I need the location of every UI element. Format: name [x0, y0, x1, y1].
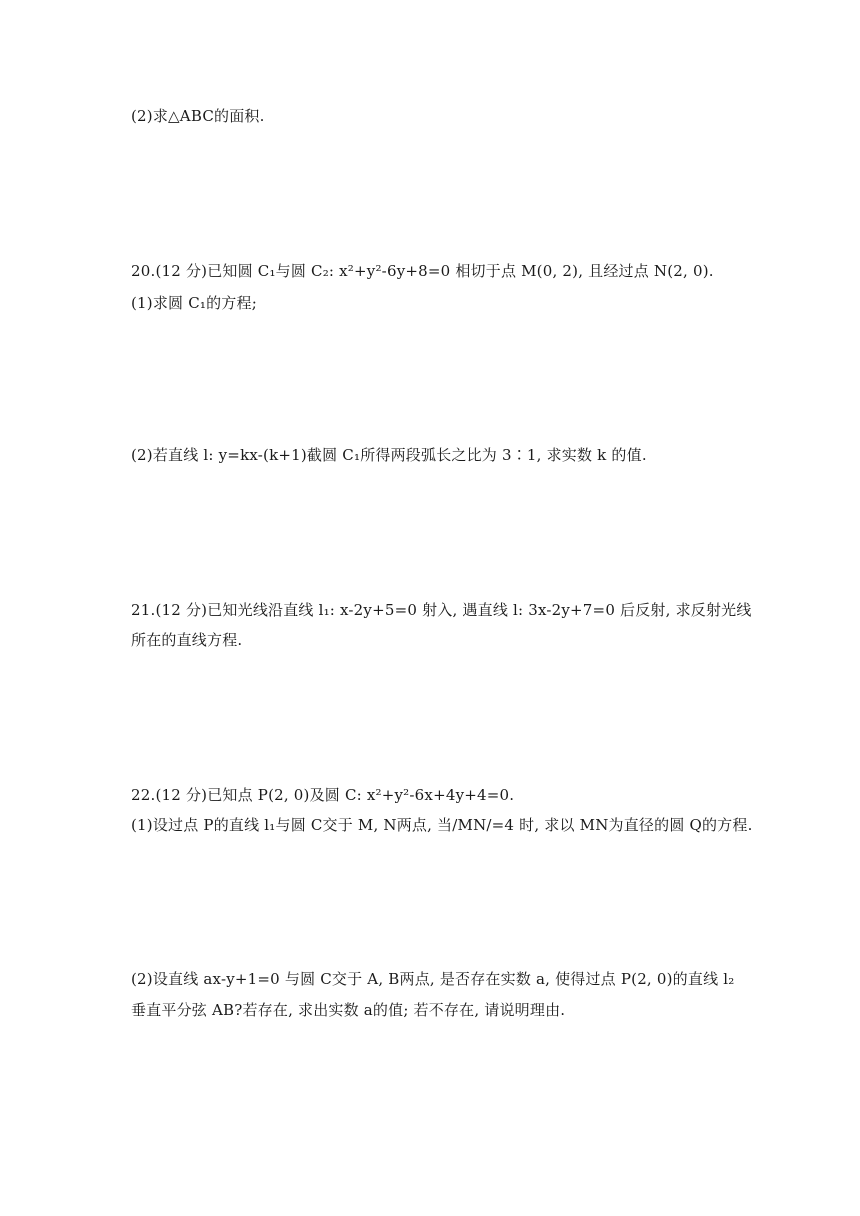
q20-part2-text: (2)若直线 l: y=kx-(k+1)截圆 C₁所得两段弧长之比为 3∶1, 求实数 k 的值.	[131, 446, 647, 464]
q19-part2-text: (2)求△ABC的面积.	[131, 107, 265, 125]
q20-part1-text: (1)求圆 C₁的方程;	[131, 294, 257, 312]
q21-stem-text-cont: 所在的直线方程.	[131, 631, 243, 649]
q21-stem-text: 21.(12 分)已知光线沿直线 l₁: x-2y+5=0 射入, 遇直线 l: 3x-2y+7=0 后反射, 求反射光线	[131, 601, 752, 619]
q20-stem-text: 20.(12 分)已知圆 C₁与圆 C₂: x²+y²-6y+8=0 相切于点 M(0, 2), 且经过点 N(2, 0).	[131, 262, 714, 280]
q22-part2-text: (2)设直线 ax-y+1=0 与圆 C交于 A, B两点, 是否存在实数 a, 使得过点 P(2, 0)的直线 l₂	[131, 970, 735, 988]
q22-part1-text: (1)设过点 P的直线 l₁与圆 C交于 M, N两点, 当/MN/=4 时, 求以 MN为直径的圆 Q的方程.	[131, 816, 753, 834]
q22-part2-text-cont: 垂直平分弦 AB?若存在, 求出实数 a的值; 若不存在, 请说明理由.	[131, 1001, 566, 1019]
q22-stem-text: 22.(12 分)已知点 P(2, 0)及圆 C: x²+y²-6x+4y+4=0.	[131, 786, 515, 804]
